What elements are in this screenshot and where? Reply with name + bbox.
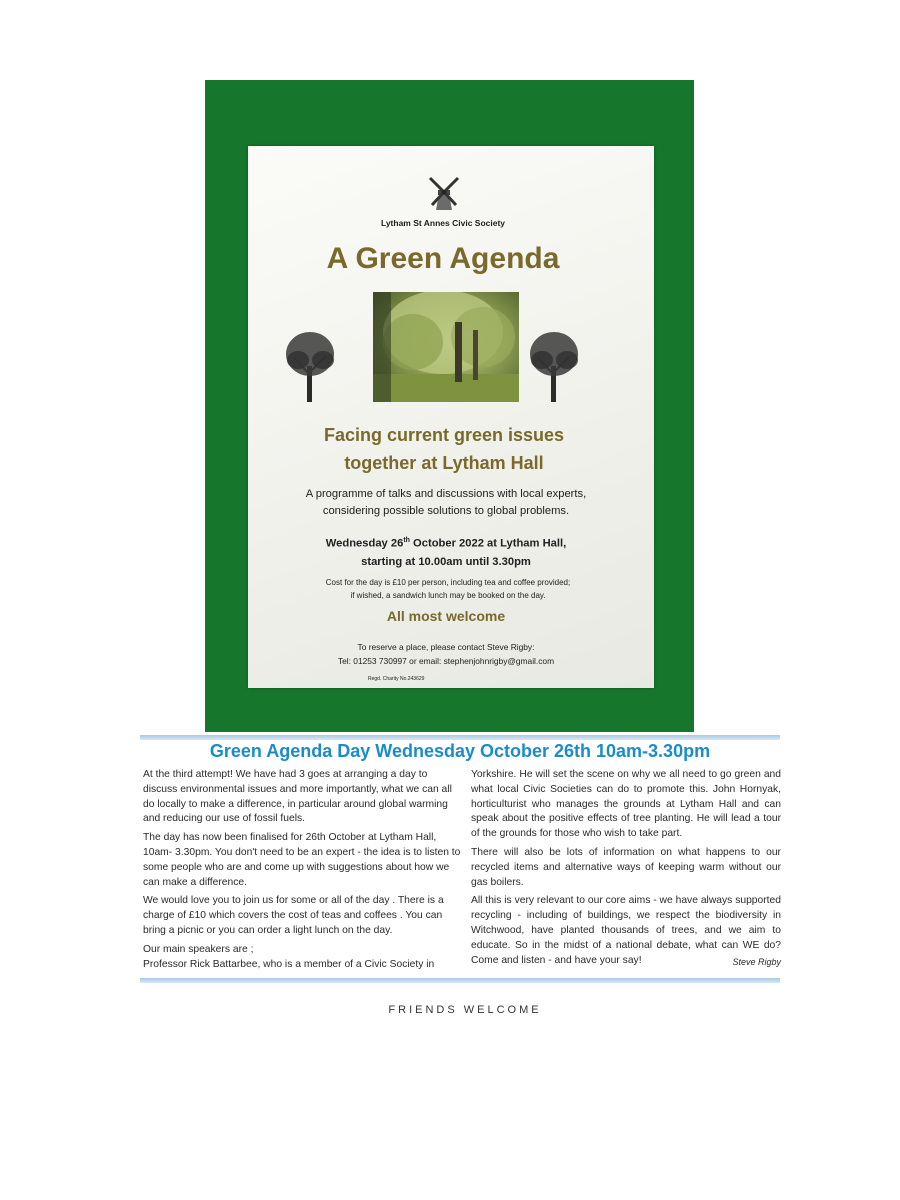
cost-info [248,576,648,602]
right-paragraph: There will also be lots of information on what happens to our recycled items and alternative ways of keeping warm without our gas boilers. [471,846,781,888]
contact-line-2: Tel: 01253 730997 or email: stephenjohnrigby@gmail.com [337,656,555,666]
poster-title: A Green Agenda [326,242,560,275]
right-paragraph-text: All this is very relevant to our core aims - we have always supported recycling - including of buildings, we respect the biodiversity in Witchwood, have planted thousands of trees, and we aim to educate. So in the midst of a national debate, what can WE do? Come and listen - and have your say! [471,895,781,966]
contact-info [248,640,644,668]
left-paragraph: The day has now been finalised for 26th October at Lytham Hall, 10am- 3.30pm. You don't need to be an expert - the idea is to listen to some people who are and come up with suggestions about how we can make a difference. [143,832,461,888]
date-suffix: th [403,537,410,544]
left-paragraph: At the third attempt! We have had 3 goes at arranging a day to discuss environmental issues and more importantly, what we can all do locally to make a difference, in particular around global warming and reducing our use of fossil fuels. [143,769,452,825]
right-paragraph: Yorkshire. He will set the scene on why we all need to go green and what local Civic Societies can do to promote this. John Hornyak, horticulturist who manages the grounds at Lytham Hall and can speak about the positive effects of tree planting. He will lead a tour of the grounds for those who wish to take part. [471,769,781,840]
poster [248,146,654,688]
article-right-column [471,768,781,972]
cost-line-2: if wished, a sandwich lunch may be booked on the day. [350,591,546,600]
top-rule [140,735,780,740]
charity-number: Regd. Charity No.243629 [368,676,425,682]
society-name: Lytham St Annes Civic Society [380,218,506,228]
date-pre: Wednesday 26 [325,537,404,550]
left-paragraph: Our main speakers are ; [143,943,254,955]
date-line [248,532,644,553]
bottom-rule [140,978,780,983]
poster-subheading [248,421,640,477]
article-left-column [143,768,461,976]
green-frame [205,80,694,732]
signature: Steve Rigby [732,956,781,967]
time-line: starting at 10.00am until 3.30pm [361,555,531,568]
programme-description [248,486,644,520]
tree-left-icon [284,328,336,404]
tree-photo [373,292,519,402]
article-title: Green Agenda Day Wednesday October 26th 10am-3.30pm [209,741,711,761]
cost-line-1: Cost for the day is £10 per person, including tea and coffee provided; [325,578,571,587]
tree-right-icon [528,328,580,404]
subhead-line-2: together at Lytham Hall [344,453,544,473]
right-paragraph [471,894,781,968]
date-post: October 2022 at Lytham Hall, [409,537,567,550]
programme-line-1: A programme of talks and discussions with local experts, [305,488,587,500]
programme-line-2: considering possible solutions to global problems. [322,505,570,517]
windmill-logo-icon [424,172,464,212]
event-date [248,532,644,571]
footer-text: FRIENDS WELCOME [388,1004,542,1016]
contact-line-1: To reserve a place, please contact Steve Rigby: [357,642,535,652]
left-paragraph: We would love you to join us for some or all of the day . There is a charge of £10 which covers the cost of teas and coffees . You can bring a picnic or you can order a light lunch on the day. [143,895,444,936]
left-paragraph: Professor Rick Battarbee, who is a member of a Civic Society in [143,958,435,970]
subhead-line-1: Facing current green issues [323,425,565,445]
welcome-text: All most welcome [386,608,506,624]
